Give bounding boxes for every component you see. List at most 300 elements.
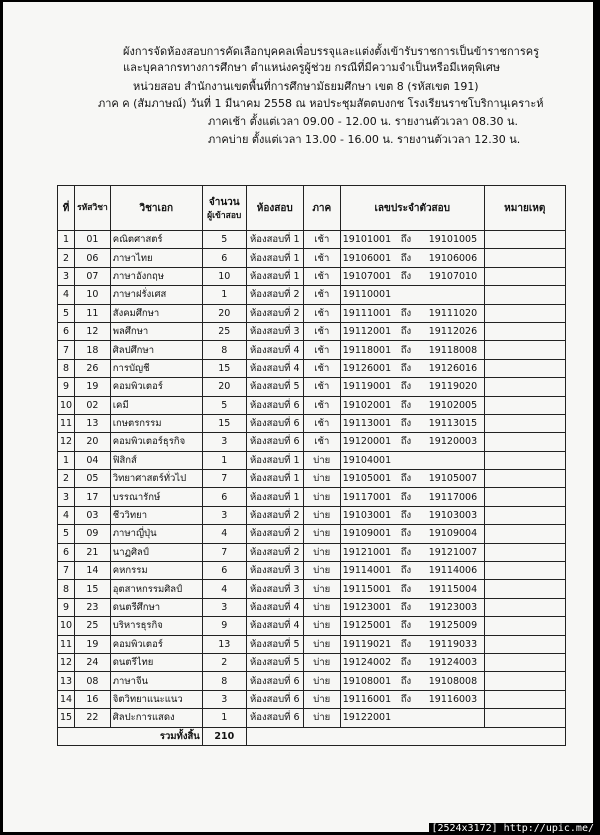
row-id-from: 19116001 bbox=[342, 693, 392, 705]
row-remark bbox=[484, 709, 565, 727]
row-session: เช้า bbox=[303, 359, 340, 377]
header-line-2: และบุคลากรทางการศึกษา ตำแหน่งครูผู้ช่วย กรณีที่มีความจำเป็นหรือมีเหตุพิเศษ bbox=[123, 61, 501, 74]
row-room: ห้องสอบที่ 2 bbox=[246, 286, 303, 304]
row-session: เช้า bbox=[303, 341, 340, 359]
row-id-to: 19115004 bbox=[428, 583, 478, 595]
row-id-to: 19114006 bbox=[428, 565, 478, 577]
row-no: 8 bbox=[58, 359, 75, 377]
row-no: 11 bbox=[58, 635, 75, 653]
row-id-from: 19105001 bbox=[342, 473, 392, 485]
row-session: เช้า bbox=[303, 249, 340, 267]
row-ids bbox=[340, 267, 484, 285]
row-subject: เคมี bbox=[110, 396, 202, 414]
row-id-to: 19112026 bbox=[428, 326, 478, 338]
row-session: บ่าย bbox=[303, 506, 340, 524]
row-no: 5 bbox=[58, 525, 75, 543]
row-id-to-word: ถึง bbox=[400, 362, 412, 374]
row-no: 9 bbox=[58, 378, 75, 396]
table-row bbox=[58, 249, 566, 267]
row-room: ห้องสอบที่ 5 bbox=[246, 378, 303, 396]
row-code: 22 bbox=[75, 709, 111, 727]
row-id-from: 19103001 bbox=[342, 510, 392, 522]
row-ids bbox=[340, 617, 484, 635]
row-code: 02 bbox=[75, 396, 111, 414]
row-room: ห้องสอบที่ 3 bbox=[246, 580, 303, 598]
row-count: 20 bbox=[202, 304, 246, 322]
row-id-to-word: ถึง bbox=[400, 381, 412, 393]
table-row bbox=[58, 635, 566, 653]
row-session: เช้า bbox=[303, 322, 340, 340]
row-room: ห้องสอบที่ 1 bbox=[246, 231, 303, 249]
row-id-to-word: ถึง bbox=[400, 326, 412, 338]
row-room: ห้องสอบที่ 1 bbox=[246, 470, 303, 488]
row-session: บ่าย bbox=[303, 598, 340, 616]
row-subject: คอมพิวเตอร์ธุรกิจ bbox=[110, 433, 202, 451]
row-id-to: 19109004 bbox=[428, 528, 478, 540]
row-count: 7 bbox=[202, 543, 246, 561]
row-code: 23 bbox=[75, 598, 111, 616]
row-code: 04 bbox=[75, 451, 111, 469]
table-row bbox=[58, 470, 566, 488]
row-no: 1 bbox=[58, 451, 75, 469]
row-id-from: 19122001 bbox=[342, 712, 392, 724]
row-remark bbox=[484, 506, 565, 524]
row-ids bbox=[340, 470, 484, 488]
col-header-ids: เลขประจำตัวสอบ bbox=[340, 186, 484, 231]
header-line-1: ผังการจัดห้องสอบการคัดเลือกบุคคลเพื่อบรรจุและแต่งตั้งเข้ารับราชการเป็นข้าราชการครู bbox=[123, 45, 540, 58]
row-id-to: 19113015 bbox=[428, 418, 478, 430]
row-count: 5 bbox=[202, 231, 246, 249]
row-code: 15 bbox=[75, 580, 111, 598]
row-count: 7 bbox=[202, 470, 246, 488]
row-remark bbox=[484, 635, 565, 653]
table-row bbox=[58, 543, 566, 561]
row-ids bbox=[340, 341, 484, 359]
row-session: บ่าย bbox=[303, 653, 340, 671]
table-row bbox=[58, 451, 566, 469]
row-session: เช้า bbox=[303, 286, 340, 304]
row-id-to-word: ถึง bbox=[400, 307, 412, 319]
row-code: 19 bbox=[75, 635, 111, 653]
row-count: 20 bbox=[202, 378, 246, 396]
row-count: 5 bbox=[202, 396, 246, 414]
row-remark bbox=[484, 341, 565, 359]
row-room: ห้องสอบที่ 6 bbox=[246, 396, 303, 414]
table-row bbox=[58, 304, 566, 322]
row-ids bbox=[340, 506, 484, 524]
row-count: 8 bbox=[202, 672, 246, 690]
row-id-to-word: ถึง bbox=[400, 602, 412, 613]
row-id-to: 19106006 bbox=[428, 252, 478, 264]
row-session: บ่าย bbox=[303, 562, 340, 580]
row-subject: เกษตรกรรม bbox=[110, 414, 202, 432]
row-remark bbox=[484, 653, 565, 671]
row-no: 3 bbox=[58, 267, 75, 285]
row-id-to-word: ถึง bbox=[400, 344, 412, 356]
row-id-from: 19121001 bbox=[342, 546, 392, 558]
row-code: 10 bbox=[75, 286, 111, 304]
row-count: 3 bbox=[202, 506, 246, 524]
row-remark bbox=[484, 433, 565, 451]
row-subject: ดนตรีศึกษา bbox=[110, 598, 202, 616]
row-count: 25 bbox=[202, 322, 246, 340]
row-session: บ่าย bbox=[303, 635, 340, 653]
row-id-to-word: ถึง bbox=[400, 657, 412, 669]
row-count: 6 bbox=[202, 562, 246, 580]
row-no: 2 bbox=[58, 249, 75, 267]
col-header-count-line1: จำนวน bbox=[208, 196, 240, 208]
row-no: 4 bbox=[58, 506, 75, 524]
row-session: เช้า bbox=[303, 433, 340, 451]
row-session: บ่าย bbox=[303, 580, 340, 598]
row-remark bbox=[484, 396, 565, 414]
row-no: 5 bbox=[58, 304, 75, 322]
row-room: ห้องสอบที่ 1 bbox=[246, 451, 303, 469]
row-room: ห้องสอบที่ 4 bbox=[246, 341, 303, 359]
row-ids bbox=[340, 562, 484, 580]
row-session: บ่าย bbox=[303, 543, 340, 561]
row-subject: คหกรรม bbox=[110, 562, 202, 580]
row-no: 7 bbox=[58, 341, 75, 359]
row-count: 1 bbox=[202, 709, 246, 727]
col-header-count-line2: ผู้เข้าสอบ bbox=[207, 210, 242, 221]
row-id-from: 19102001 bbox=[342, 399, 392, 411]
row-id-to-word: ถึง bbox=[400, 234, 412, 246]
row-code: 11 bbox=[75, 304, 111, 322]
row-id-from: 19119021 bbox=[342, 638, 392, 650]
row-subject: ภาษาญี่ปุ่น bbox=[110, 525, 202, 543]
row-count: 13 bbox=[202, 635, 246, 653]
table-row bbox=[58, 690, 566, 708]
row-id-to-word: ถึง bbox=[400, 546, 412, 558]
row-subject: ศิลปศึกษา bbox=[110, 341, 202, 359]
row-subject: ศิลปะการแสดง bbox=[110, 709, 202, 727]
row-subject: คอมพิวเตอร์ bbox=[110, 635, 202, 653]
row-session: บ่าย bbox=[303, 617, 340, 635]
table-row bbox=[58, 231, 566, 249]
row-id-from: 19110001 bbox=[342, 289, 392, 301]
table-row bbox=[58, 672, 566, 690]
total-label: รวมทั้งสิ้น bbox=[58, 727, 203, 745]
row-id-to: 19105007 bbox=[428, 473, 478, 485]
row-session: บ่าย bbox=[303, 451, 340, 469]
row-room: ห้องสอบที่ 3 bbox=[246, 562, 303, 580]
row-remark bbox=[484, 525, 565, 543]
row-subject: นาฏศิลป์ bbox=[110, 543, 202, 561]
row-id-to-word: ถึง bbox=[400, 675, 412, 687]
row-count: 6 bbox=[202, 488, 246, 506]
row-id-from: 19117001 bbox=[342, 491, 392, 503]
row-id-to-word: ถึง bbox=[400, 528, 412, 540]
total-row bbox=[58, 727, 566, 745]
row-no: 8 bbox=[58, 580, 75, 598]
header-line-3: หน่วยสอบ สำนักงานเขตพื้นที่การศึกษามัธยมศึกษา เขต 8 (รหัสเขต 191) bbox=[133, 80, 479, 93]
header-line-4: ภาค ค (สัมภาษณ์) วันที่ 1 มีนาคม 2558 ณ หอประชุมสัตตบงกช โรงเรียนราชโบริกานุเคราะห์ bbox=[98, 97, 544, 110]
row-no: 6 bbox=[58, 322, 75, 340]
col-header-count bbox=[202, 186, 246, 231]
row-ids bbox=[340, 488, 484, 506]
row-room: ห้องสอบที่ 6 bbox=[246, 433, 303, 451]
row-code: 24 bbox=[75, 653, 111, 671]
row-remark bbox=[484, 267, 565, 285]
row-remark bbox=[484, 378, 565, 396]
table-row bbox=[58, 341, 566, 359]
table-row bbox=[58, 414, 566, 432]
row-room: ห้องสอบที่ 4 bbox=[246, 359, 303, 377]
exam-room-table bbox=[57, 185, 566, 746]
row-id-from: 19119001 bbox=[342, 381, 392, 393]
row-id-to-word: ถึง bbox=[400, 693, 412, 705]
row-remark bbox=[484, 414, 565, 432]
table-row bbox=[58, 286, 566, 304]
row-count: 4 bbox=[202, 580, 246, 598]
row-id-to: 19120003 bbox=[428, 436, 478, 448]
table-row bbox=[58, 617, 566, 635]
row-id-from: 19107001 bbox=[342, 270, 392, 282]
row-session: บ่าย bbox=[303, 709, 340, 727]
row-remark bbox=[484, 580, 565, 598]
row-subject: สังคมศึกษา bbox=[110, 304, 202, 322]
row-no: 4 bbox=[58, 286, 75, 304]
row-no: 9 bbox=[58, 598, 75, 616]
row-count: 3 bbox=[202, 598, 246, 616]
row-ids bbox=[340, 231, 484, 249]
row-session: เช้า bbox=[303, 396, 340, 414]
row-subject: วิทยาศาสตร์ทั่วไป bbox=[110, 470, 202, 488]
row-id-to: 19125009 bbox=[428, 620, 478, 632]
row-room: ห้องสอบที่ 2 bbox=[246, 525, 303, 543]
row-remark bbox=[484, 488, 565, 506]
row-ids bbox=[340, 451, 484, 469]
row-id-to-word: ถึง bbox=[400, 399, 412, 411]
row-id-from: 19111001 bbox=[342, 307, 392, 319]
row-no: 12 bbox=[58, 653, 75, 671]
row-id-from: 19120001 bbox=[342, 436, 392, 448]
row-subject: คอมพิวเตอร์ bbox=[110, 378, 202, 396]
row-no: 14 bbox=[58, 690, 75, 708]
row-ids bbox=[340, 433, 484, 451]
row-id-to-word: ถึง bbox=[400, 418, 412, 430]
row-subject: ฟิสิกส์ bbox=[110, 451, 202, 469]
row-room: ห้องสอบที่ 6 bbox=[246, 690, 303, 708]
row-remark bbox=[484, 322, 565, 340]
row-room: ห้องสอบที่ 1 bbox=[246, 267, 303, 285]
row-code: 07 bbox=[75, 267, 111, 285]
row-id-to: 19102005 bbox=[428, 399, 478, 411]
row-ids bbox=[340, 414, 484, 432]
row-id-from: 19125001 bbox=[342, 620, 392, 632]
row-ids bbox=[340, 690, 484, 708]
row-code: 19 bbox=[75, 378, 111, 396]
row-id-to: 19111020 bbox=[428, 307, 478, 319]
table-row bbox=[58, 580, 566, 598]
row-room: ห้องสอบที่ 2 bbox=[246, 304, 303, 322]
table-row bbox=[58, 433, 566, 451]
row-id-from: 19118001 bbox=[342, 344, 392, 356]
row-ids bbox=[340, 635, 484, 653]
row-ids bbox=[340, 378, 484, 396]
table-row bbox=[58, 267, 566, 285]
row-room: ห้องสอบที่ 1 bbox=[246, 249, 303, 267]
row-remark bbox=[484, 249, 565, 267]
row-room: ห้องสอบที่ 5 bbox=[246, 653, 303, 671]
row-ids bbox=[340, 304, 484, 322]
row-id-from: 19115001 bbox=[342, 583, 392, 595]
row-subject: ดนตรีไทย bbox=[110, 653, 202, 671]
row-code: 09 bbox=[75, 525, 111, 543]
col-header-no: ที่ bbox=[58, 186, 75, 231]
row-code: 20 bbox=[75, 433, 111, 451]
row-id-to: 19121007 bbox=[428, 546, 478, 558]
row-id-to-word: ถึง bbox=[400, 270, 412, 282]
document-page bbox=[3, 2, 593, 832]
table-header-row bbox=[58, 186, 566, 231]
row-id-from: 19109001 bbox=[342, 528, 392, 540]
row-count: 6 bbox=[202, 249, 246, 267]
row-no: 3 bbox=[58, 488, 75, 506]
row-code: 13 bbox=[75, 414, 111, 432]
row-session: บ่าย bbox=[303, 488, 340, 506]
row-session: เช้า bbox=[303, 231, 340, 249]
row-room: ห้องสอบที่ 6 bbox=[246, 414, 303, 432]
row-room: ห้องสอบที่ 5 bbox=[246, 635, 303, 653]
row-subject: บรรณารักษ์ bbox=[110, 488, 202, 506]
row-ids bbox=[340, 709, 484, 727]
row-subject: ภาษาจีน bbox=[110, 672, 202, 690]
row-code: 21 bbox=[75, 543, 111, 561]
row-id-from: 19112001 bbox=[342, 326, 392, 338]
row-count: 15 bbox=[202, 414, 246, 432]
table-row bbox=[58, 598, 566, 616]
col-header-remark: หมายเหตุ bbox=[484, 186, 565, 231]
row-ids bbox=[340, 598, 484, 616]
row-id-to-word: ถึง bbox=[400, 252, 412, 264]
row-room: ห้องสอบที่ 2 bbox=[246, 543, 303, 561]
row-count: 9 bbox=[202, 617, 246, 635]
row-id-to: 19126016 bbox=[428, 362, 478, 374]
row-ids bbox=[340, 396, 484, 414]
row-id-to: 19107010 bbox=[428, 270, 478, 282]
row-ids bbox=[340, 525, 484, 543]
row-remark bbox=[484, 451, 565, 469]
row-room: ห้องสอบที่ 6 bbox=[246, 709, 303, 727]
row-code: 14 bbox=[75, 562, 111, 580]
row-code: 12 bbox=[75, 322, 111, 340]
row-id-to-word: ถึง bbox=[400, 638, 412, 650]
row-count: 1 bbox=[202, 286, 246, 304]
row-room: ห้องสอบที่ 6 bbox=[246, 672, 303, 690]
row-session: เช้า bbox=[303, 304, 340, 322]
row-ids bbox=[340, 672, 484, 690]
table-row bbox=[58, 562, 566, 580]
row-count: 10 bbox=[202, 267, 246, 285]
table-row bbox=[58, 709, 566, 727]
row-subject: พลศึกษา bbox=[110, 322, 202, 340]
row-id-from: 19113001 bbox=[342, 418, 392, 430]
row-no: 1 bbox=[58, 231, 75, 249]
row-code: 08 bbox=[75, 672, 111, 690]
row-subject: คณิตศาสตร์ bbox=[110, 231, 202, 249]
row-id-to: 19123003 bbox=[428, 602, 478, 613]
table-row bbox=[58, 488, 566, 506]
row-count: 4 bbox=[202, 525, 246, 543]
row-id-to-word: ถึง bbox=[400, 620, 412, 632]
header-line-5: ภาคเช้า ตั้งแต่เวลา 09.00 - 12.00 น. รายงานตัวเวลา 08.30 น. bbox=[208, 115, 519, 128]
row-id-to: 19117006 bbox=[428, 491, 478, 503]
col-header-subject: วิชาเอก bbox=[110, 186, 202, 231]
row-ids bbox=[340, 286, 484, 304]
row-no: 2 bbox=[58, 470, 75, 488]
row-room: ห้องสอบที่ 4 bbox=[246, 617, 303, 635]
row-count: 15 bbox=[202, 359, 246, 377]
row-remark bbox=[484, 304, 565, 322]
row-count: 1 bbox=[202, 451, 246, 469]
row-id-to-word: ถึง bbox=[400, 510, 412, 522]
row-code: 03 bbox=[75, 506, 111, 524]
row-id-to: 19119033 bbox=[428, 638, 478, 650]
row-remark bbox=[484, 672, 565, 690]
row-id-to: 19103003 bbox=[428, 510, 478, 522]
row-id-from: 19106001 bbox=[342, 252, 392, 264]
row-subject: ภาษาไทย bbox=[110, 249, 202, 267]
col-header-room: ห้องสอบ bbox=[246, 186, 303, 231]
row-id-to: 19101005 bbox=[428, 234, 478, 246]
row-code: 18 bbox=[75, 341, 111, 359]
col-header-session: ภาค bbox=[303, 186, 340, 231]
row-id-from: 19124002 bbox=[342, 657, 392, 669]
row-subject: อุตสาหกรรมศิลป์ bbox=[110, 580, 202, 598]
row-subject: การบัญชี bbox=[110, 359, 202, 377]
total-row-spacer bbox=[246, 727, 565, 745]
row-id-to-word: ถึง bbox=[400, 565, 412, 577]
row-no: 12 bbox=[58, 433, 75, 451]
row-subject: บริหารธุรกิจ bbox=[110, 617, 202, 635]
row-id-from: 19123001 bbox=[342, 602, 392, 613]
row-no: 6 bbox=[58, 543, 75, 561]
row-id-to: 19118008 bbox=[428, 344, 478, 356]
row-remark bbox=[484, 359, 565, 377]
row-no: 7 bbox=[58, 562, 75, 580]
row-code: 06 bbox=[75, 249, 111, 267]
row-id-from: 19108001 bbox=[342, 675, 392, 687]
row-count: 3 bbox=[202, 433, 246, 451]
row-session: เช้า bbox=[303, 267, 340, 285]
table-row bbox=[58, 359, 566, 377]
row-code: 01 bbox=[75, 231, 111, 249]
row-no: 15 bbox=[58, 709, 75, 727]
row-remark bbox=[484, 543, 565, 561]
row-code: 26 bbox=[75, 359, 111, 377]
row-count: 8 bbox=[202, 341, 246, 359]
row-count: 3 bbox=[202, 690, 246, 708]
table-row bbox=[58, 378, 566, 396]
table-row bbox=[58, 396, 566, 414]
row-no: 10 bbox=[58, 396, 75, 414]
row-id-to: 19108008 bbox=[428, 675, 478, 687]
row-subject: จิตวิทยาแนะแนว bbox=[110, 690, 202, 708]
row-session: เช้า bbox=[303, 378, 340, 396]
row-subject: ภาษาฝรั่งเศส bbox=[110, 286, 202, 304]
row-ids bbox=[340, 359, 484, 377]
row-id-to: 19116003 bbox=[428, 693, 478, 705]
row-ids bbox=[340, 249, 484, 267]
row-remark bbox=[484, 598, 565, 616]
row-room: ห้องสอบที่ 4 bbox=[246, 598, 303, 616]
row-id-from: 19126001 bbox=[342, 362, 392, 374]
row-code: 25 bbox=[75, 617, 111, 635]
row-ids bbox=[340, 653, 484, 671]
row-id-to: 19119020 bbox=[428, 381, 478, 393]
